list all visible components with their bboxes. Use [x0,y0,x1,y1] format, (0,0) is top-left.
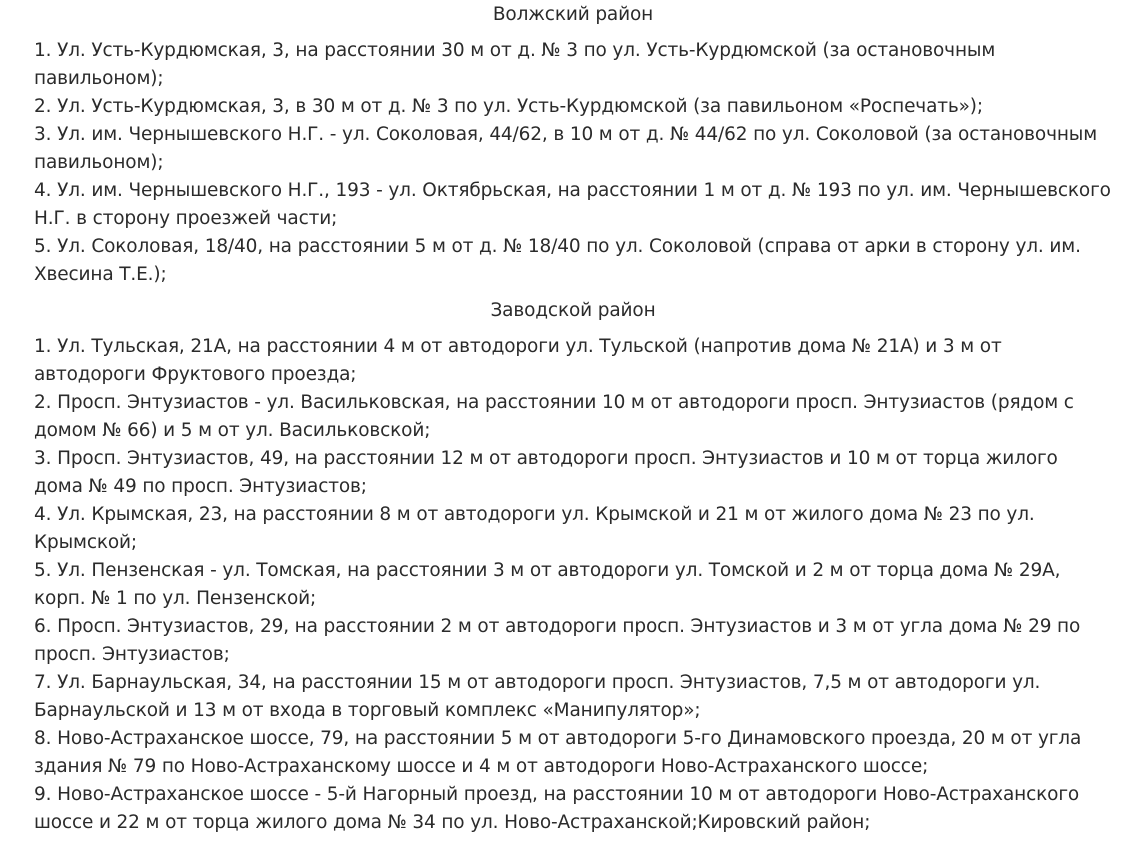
list-item: 3. Просп. Энтузиастов, 49, на расстоянии 12 м от автодороги просп. Энтузиастов и 10 м от торца жилого дома № 49 по просп. Энтузиастов; [34,448,1058,497]
list-item: 1. Ул. Тульская, 21А, на расстоянии 4 м от автодороги ул. Тульской (напротив дома № 21А) и 3 м от автодороги Фруктового проезда; [34,336,1002,385]
list-item: 8. Ново-Астраханское шоссе, 79, на расстоянии 5 м от автодороги 5-го Динамовского проезда, 20 м от угла здания № 79 по Ново-Астраханскому шоссе и 4 м от автодороги Ново-Астраханского шоссе; [34,728,1082,777]
list-item: 5. Ул. Пензенская - ул. Томская, на расстоянии 3 м от автодороги ул. Томской и 2 м от торца дома № 29А, корп. № 1 по ул. Пензенской; [34,560,1061,609]
list-item: 7. Ул. Барнаульская, 34, на расстоянии 15 м от автодороги просп. Энтузиастов, 7,5 м от автодороги ул. Барнаульской и 13 м от входа в торговый комплекс «Манипулятор»; [34,672,1041,721]
list-item: 6. Просп. Энтузиастов, 29, на расстоянии 2 м от автодороги просп. Энтузиастов и 3 м от угла дома № 29 по просп. Энтузиастов; [34,616,1081,665]
section-volzhsky [34,1,1112,289]
section-zavodskoy [34,297,1112,837]
list-item: 4. Ул. Крымская, 23, на расстоянии 8 м от автодороги ул. Крымской и 21 м от жилого дома № 23 по ул. Крымской; [34,504,1035,553]
section-title: Волжский район [492,4,654,25]
section-title: Заводской район [490,300,656,321]
list-item: 3. Ул. им. Чернышевского Н.Г. - ул. Соколовая, 44/62, в 10 м от д. № 44/62 по ул. Соколовой (за остановочным павильоном); [34,124,1098,173]
list-item: 1. Ул. Усть-Курдюмская, 3, на расстоянии 30 м от д. № 3 по ул. Усть-Курдюмской (за остановочным павильоном); [34,40,996,89]
list-item: 4. Ул. им. Чернышевского Н.Г., 193 - ул. Октябрьская, на расстоянии 1 м от д. № 193 по ул. им. Чернышевского Н.Г. в сторону проезжей части; [34,180,1111,229]
list-item: 2. Просп. Энтузиастов - ул. Васильковская, на расстоянии 10 м от автодороги просп. Энтузиастов (рядом с домом № 66) и 5 м от ул. Васильковской; [34,392,1074,441]
list-item: 5. Ул. Соколовая, 18/40, на расстоянии 5 м от д. № 18/40 по ул. Соколовой (справа от арки в сторону ул. им. Хвесина Т.Е.); [34,236,1081,285]
list-item: 2. Ул. Усть-Курдюмская, 3, в 30 м от д. № 3 по ул. Усть-Курдюмской (за павильоном «Роспечать»); [34,96,983,117]
list-item: 9. Ново-Астраханское шоссе - 5-й Нагорный проезд, на расстоянии 10 м от автодороги Ново-Астраханского шоссе и 22 м от торца жилого дома № 34 по ул. Ново-Астраханской;Кировский район; [34,784,1080,833]
